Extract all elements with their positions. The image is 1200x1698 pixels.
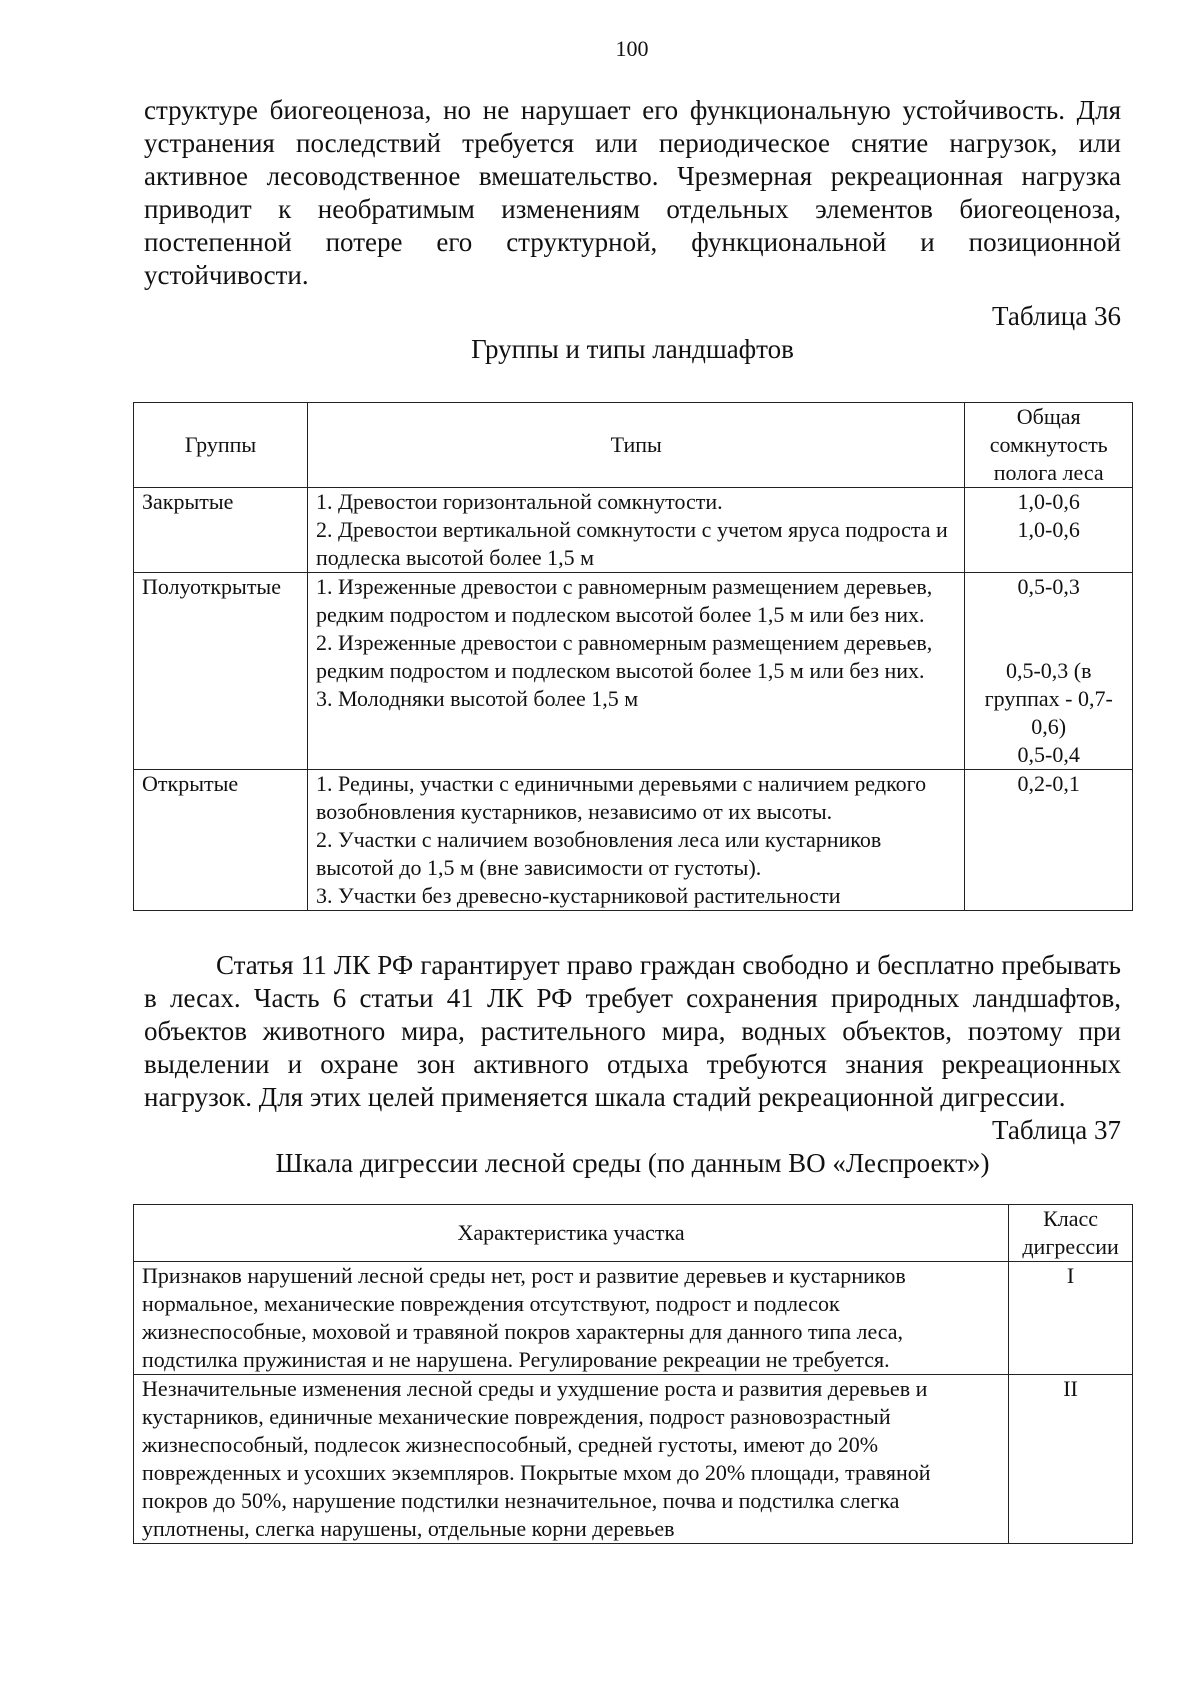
density-value: 0,2-0,1 bbox=[1017, 771, 1080, 796]
table-row bbox=[134, 770, 1133, 911]
type-item: 1. Изреженные древостои с равномерным размещением деревьев, редким подростом и подлеском высотой более 1,5 м или без них. bbox=[316, 574, 933, 627]
digression-scale-table bbox=[133, 1204, 1133, 1544]
type-item: 1. Редины, участки с единичными деревьями с наличием редкого возобновления кустарников, независимо от их высоты. bbox=[316, 771, 927, 824]
table-37-caption: Таблица 37 bbox=[992, 1115, 1121, 1145]
class-cell: I bbox=[1009, 1262, 1133, 1375]
paragraph-law: Статья 11 ЛК РФ гарантирует право граждан свободно и бесплатно пребывать в лесах. Часть 6 статьи 41 ЛК РФ требует сохранения природных ландшафтов, объектов животного мира, растительного мира, водных объектов, поэтому при выделении и охране зон активного отдыха требуются знания рекреационных нагрузок. Для этих целей применяется шкала стадий рекреационной дигрессии. bbox=[144, 950, 1121, 1112]
group-cell: Закрытые bbox=[134, 488, 308, 573]
type-item: 2. Изреженные древостои с равномерным размещением деревьев, редким подростом и подлеском высотой более 1,5 м или без них. bbox=[316, 630, 933, 683]
density-value: 0,5-0,4 bbox=[1017, 742, 1080, 767]
types-cell bbox=[308, 573, 965, 770]
header-groups: Группы bbox=[134, 403, 308, 488]
table-row bbox=[134, 488, 1133, 573]
type-item: 3. Молодняки высотой более 1,5 м bbox=[316, 686, 639, 711]
class-cell: II bbox=[1009, 1375, 1133, 1544]
characteristic-cell: Признаков нарушений лесной среды нет, рост и развитие деревьев и кустарников нормальное, механические повреждения отсутствуют, подрост и подлесок жизнеспособные, моховой и травяной покров характерны для данного типа леса, подстилка пружинистая и не нарушена. Регулирование рекреации не требуется. bbox=[134, 1262, 1009, 1375]
density-cell bbox=[965, 573, 1133, 770]
density-cell bbox=[965, 770, 1133, 911]
landscape-types-table bbox=[133, 402, 1133, 911]
type-item: 3. Участки без древесно-кустарниковой растительности bbox=[316, 883, 841, 908]
density-value: 1,0-0,6 bbox=[1017, 489, 1080, 514]
table-row bbox=[134, 1262, 1133, 1375]
type-item: 2. Участки с наличием возобновления леса или кустарников высотой до 1,5 м (вне зависимости от густоты). bbox=[316, 827, 882, 880]
characteristic-cell: Незначительные изменения лесной среды и ухудшение роста и развития деревьев и кустарников, единичные механические повреждения, подрост разновозрастный жизнеспособный, подлесок жизнеспособный, средней густоты, имеют до 20% поврежденных и усохших экземпляров. Покрытые мхом до 20% площади, травяной покров до 50%, нарушение подстилки незначительное, почва и подстилка слегка уплотнены, слегка нарушены, отдельные корни деревьев bbox=[134, 1375, 1009, 1544]
header-class: Класс дигрессии bbox=[1009, 1205, 1133, 1262]
table-36-caption: Таблица 36 bbox=[992, 301, 1121, 331]
page-number: 100 bbox=[615, 36, 649, 61]
table-37-title: Шкала дигрессии лесной среды (по данным ВО «Леспроект») bbox=[275, 1148, 990, 1178]
table-36-title: Группы и типы ландшафтов bbox=[471, 334, 794, 364]
header-types: Типы bbox=[308, 403, 965, 488]
paragraph-intro: структуре биогеоценоза, но не нарушает его функциональную устойчивость. Для устранения последствий требуется или периодическое снятие нагрузок, или активное лесоводственное вмешательство. Чрезмерная рекреационная нагрузка приводит к необратимым изменениям отдельных элементов биогеоценоза, постепенной потере его структурной, функциональной и позиционной устойчивости. bbox=[144, 95, 1121, 290]
group-cell: Открытые bbox=[134, 770, 308, 911]
table-row bbox=[134, 1375, 1133, 1544]
table-header-row bbox=[134, 403, 1133, 488]
type-item: 2. Древостои вертикальной сомкнутости с учетом яруса подроста и подлеска высотой более 1,5 м bbox=[316, 517, 948, 570]
table-header-row bbox=[134, 1205, 1133, 1262]
types-cell bbox=[308, 770, 965, 911]
table-row bbox=[134, 573, 1133, 770]
density-value: 0,5-0,3 bbox=[1017, 574, 1080, 599]
page-content bbox=[144, 94, 1121, 1544]
type-item: 1. Древостои горизонтальной сомкнутости. bbox=[316, 489, 723, 514]
header-characteristic: Характеристика участка bbox=[134, 1205, 1009, 1262]
density-cell bbox=[965, 488, 1133, 573]
density-value: 1,0-0,6 bbox=[1017, 517, 1080, 542]
types-cell bbox=[308, 488, 965, 573]
header-density: Общая сомкнутость полога леса bbox=[965, 403, 1133, 488]
density-value: 0,5-0,3 (в группах - 0,7-0,6) bbox=[984, 658, 1113, 739]
group-cell: Полуоткрытые bbox=[134, 573, 308, 770]
